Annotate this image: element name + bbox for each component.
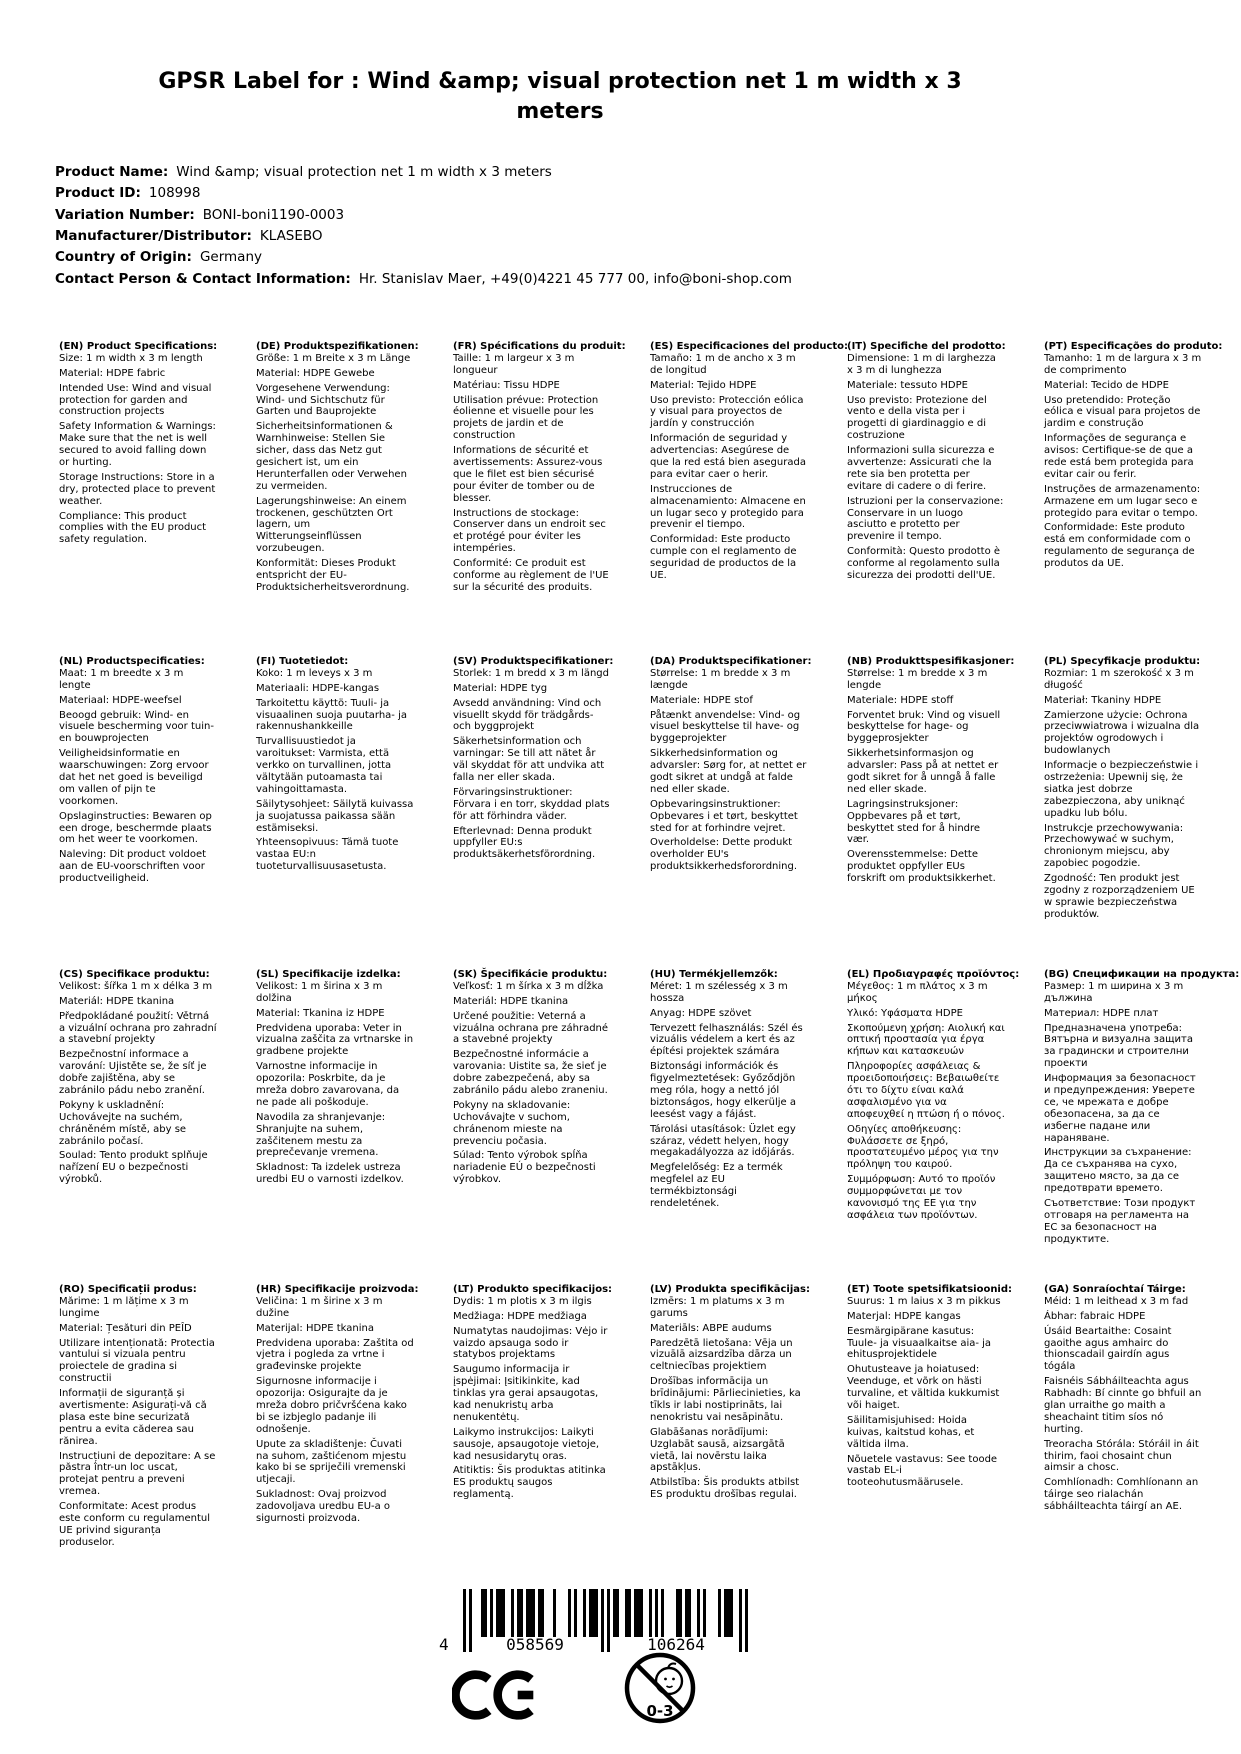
spec-item: Σκοπούμενη χρήση: Αιολική και οπτική προστασία για έργα κήπων και κατασκευών <box>847 1022 1005 1058</box>
spec-column-header: (PL) Specyfikacje produktu: <box>1044 656 1201 667</box>
spec-item: Utilizare intenționată: Protectia vantului si vizuala pentru proiectele de gradina si constructii <box>59 1337 215 1385</box>
spec-item: Forventet bruk: Vind og visuell beskyttelse for hage- og byggeprosjekter <box>847 709 1001 745</box>
spec-item: Storlek: 1 m bredd x 3 m längd <box>453 667 609 679</box>
spec-item: Materiāls: ABPE audums <box>650 1322 772 1334</box>
product-info-label: Product ID: <box>55 185 141 202</box>
spec-item: Conformidade: Este produto está em conformidade com o regulamento de segurança de produtos da UE. <box>1044 522 1195 570</box>
spec-item: Инструкции за съхранение: Да се съхранява на сухо, защитено място, за да се предотврати времето. <box>1044 1147 1192 1195</box>
spec-item: Πληροφορίες ασφάλειας & προειδοποιήσεις: Βεβαιωθείτε ότι το δίχτυ είναι καλά ασφαλισμένο για να αποφευχθεί η πτώση ή ο πόνος. <box>847 1061 1005 1120</box>
spec-column-el <box>847 969 1020 1284</box>
spec-column-header: (CS) Specifikace produktu: <box>59 969 210 980</box>
spec-item: Размер: 1 m ширина x 3 m дължина <box>1044 980 1184 1004</box>
spec-item: Efterlevnad: Denna produkt uppfyller EU:s produktsäkerhetsförordning. <box>453 825 596 861</box>
spec-column-header: (GA) Sonraíochtaí Táirge: <box>1044 1284 1186 1295</box>
spec-item: Yhteensopivuus: Tämä tuote vastaa EU:n tuoteturvallisuusasetusta. <box>256 837 399 873</box>
spec-item: Nõuetele vastavus: See toode vastab EL-i tooteohutusmäärusele. <box>847 1453 998 1489</box>
spec-item: Zgodność: Ten produkt jest zgodny z rozporządzeniem UE w sprawie bezpieczeństwa produktów. <box>1044 873 1195 920</box>
spec-item: Upute za skladištenje: Čuvati na suhom, zaštićenom mjestu kako bi se spriječili vremenski utjecaji. <box>256 1438 407 1486</box>
spec-item: Maat: 1 m breedte x 3 m lengte <box>59 667 184 691</box>
spec-item: Materiale: HDPE stoff <box>847 694 954 706</box>
spec-item: Lagringsinstruksjoner: Oppbevares på et tørt, beskyttet sted for å hindre vær. <box>847 798 981 846</box>
product-info-value: Hr. Stanislav Maer, +49(0)4221 45 777 00, info@boni-shop.com <box>358 270 792 287</box>
spec-item: Storage Instructions: Store in a dry, protected place to prevent weather. <box>59 471 216 507</box>
spec-column-header: (EN) Product Specifications: <box>59 341 218 352</box>
spec-item: Veiligheidsinformatie en waarschuwingen: Zorg ervoor dat het net goed is beveiligd om vallen of pijn te voorkomen. <box>59 748 209 807</box>
spec-column-pt <box>1044 341 1223 656</box>
product-info-row <box>55 205 792 226</box>
spec-item: Izmērs: 1 m platums x 3 m garums <box>650 1295 785 1319</box>
spec-item: Rozmiar: 1 m szerokość x 3 m długość <box>1044 667 1194 691</box>
spec-item: Istruzioni per la conservazione: Conservare in un luogo asciutto e protetto per prevenire il tempo. <box>847 495 1004 543</box>
spec-item: Lagerungshinweise: An einem trockenen, geschützten Ort lagern, um Witterungseinflüssen vorzubeugen. <box>256 495 407 555</box>
spec-item: Materiál: HDPE tkanina <box>59 995 175 1007</box>
spec-column-hr <box>256 1284 419 1552</box>
spec-item: Materiale: HDPE stof <box>650 694 753 706</box>
spec-item: Varnostne informacije in opozorila: Poskrbite, da je mreža dobro zavarovana, da ne pade ali poškoduje. <box>256 1061 400 1108</box>
spec-item: Méret: 1 m szélesség x 3 m hossza <box>650 980 788 1004</box>
spec-column-header: (ET) Toote spetsifikatsioonid: <box>847 1284 1013 1295</box>
spec-column-et <box>847 1284 1013 1552</box>
spec-item: Utilisation prévue: Protection éolienne et visuelle pour les projets de jardin et de construction <box>453 394 599 442</box>
spec-item: Material: Tkanina iz HDPE <box>256 1007 385 1019</box>
spec-item: Úsáid Beartaithe: Cosaint gaoithe agus amhairc do thionscadail gairdín agus tógála <box>1044 1325 1172 1373</box>
spec-column-nl <box>59 656 217 969</box>
spec-item: Dimensione: 1 m di larghezza x 3 m di lunghezza <box>847 352 996 376</box>
spec-column-it <box>847 341 1005 656</box>
spec-item: Materiale: tessuto HDPE <box>847 379 968 391</box>
product-info-row <box>55 269 792 290</box>
spec-item: Mărime: 1 m lățime x 3 m lungime <box>59 1295 189 1319</box>
product-info-value: KLASEBO <box>259 227 323 244</box>
spec-item: Størrelse: 1 m bredde x 3 m lengde <box>847 667 988 691</box>
spec-item: Instruções de armazenamento: Armazene em um lugar seco e protegido para evitar o tempo. <box>1044 483 1201 519</box>
spec-item: Material: Țesături din PEÎD <box>59 1322 192 1334</box>
spec-item: Avsedd användning: Vind och visuellt skydd för trädgårds- och byggprojekt <box>453 697 602 733</box>
spec-item: Medžiaga: HDPE medžiaga <box>453 1310 587 1322</box>
spec-column-ro <box>59 1284 217 1552</box>
spec-item: Intended Use: Wind and visual protection for garden and construction projects <box>59 382 212 418</box>
spec-item: Tervezett felhasználás: Szél és vizuális védelem a kert és az építési projektek számára <box>650 1022 803 1058</box>
product-info <box>55 162 792 290</box>
spec-column-header: (DE) Produktspezifikationen: <box>256 341 419 352</box>
spec-item: Megfelelőség: Ez a termék megfelel az EU termékbiztonsági rendeletének. <box>650 1162 783 1210</box>
spec-item: Påtænkt anvendelse: Vind- og visuel beskyttelse til have- og byggeprojekter <box>650 709 801 745</box>
spec-item: Tamanho: 1 m de largura x 3 m de comprimento <box>1044 352 1202 376</box>
spec-item: Tarkoitettu käyttö: Tuuli- ja visuaalinen suoja puutarha- ja rakennushankkeille <box>256 697 407 733</box>
spec-column-header: (FI) Tuotetiedot: <box>256 656 349 667</box>
spec-item: Beoogd gebruik: Wind- en visuele bescherming voor tuin- en bouwprojecten <box>59 709 214 745</box>
baby-eye-left <box>664 1678 667 1681</box>
spec-item: Material: Tecido de HDPE <box>1044 379 1169 391</box>
spec-item: Sikkerhedsinformation og advarsler: Sørg for, at nettet er godt sikret at undgå at falde ned eller skade. <box>650 748 807 795</box>
spec-column-da <box>650 656 812 969</box>
spec-column-nb <box>847 656 1015 969</box>
barcode <box>439 1589 748 1669</box>
spec-item: Uso previsto: Protezione del vento e della vista per i progetti di giardinaggio e di costruzione <box>847 394 987 442</box>
spec-item: Overholdelse: Dette produkt overholder EU's produktsikkerhedsforordning. <box>650 837 798 873</box>
spec-column-bg <box>1044 969 1240 1284</box>
spec-item: Tamaño: 1 m de ancho x 3 m de longitud <box>650 352 796 376</box>
spec-item: Eesmärgipärane kasutus: Tuule- ja visuaalkaitse aia- ja ehitusprojektidele <box>847 1325 992 1361</box>
spec-item: Predvidena uporaba: Zaštita od vjetra i pogleda za vrtne i građevinske projekte <box>256 1337 414 1373</box>
spec-item: Bezpečnostní informace a varování: Ujistěte se, že síť je dobře zajištěna, aby se zabránilo pádu nebo zranění. <box>59 1049 207 1097</box>
spec-item: Taille: 1 m largeur x 3 m longueur <box>453 352 575 376</box>
spec-item: Säilytysohjeet: Säilytä kuivassa ja suojatussa paikassa sään estämiseksi. <box>256 798 414 834</box>
product-info-label: Contact Person & Contact Information: <box>55 270 351 287</box>
product-info-row <box>55 226 792 247</box>
spec-column-de <box>256 341 419 656</box>
spec-item: Predvidena uporaba: Veter in vizualna zaščita za vrtnarske in gradbene projekte <box>256 1022 414 1058</box>
barcode-prefix-digit: 4 <box>439 1635 449 1654</box>
spec-item: Bezpečnostné informácie a varovania: Uistite sa, že sieť je dobre zabezpečená, aby sa zabránilo pádu alebo zraneniu. <box>453 1049 608 1097</box>
spec-column-header: (BG) Спецификации на продукта: <box>1044 969 1240 980</box>
spec-column-header: (DA) Produktspecifikationer: <box>650 656 812 667</box>
spec-column-header: (LT) Produkto specifikacijos: <box>453 1284 613 1295</box>
spec-item: Biztonsági információk és figyelmeztetések: Győződjön meg róla, hogy a nettó jól biztonságos, hogy elkerülje a leesést vagy a fájást. <box>650 1061 797 1120</box>
spec-item: Sicherheitsinformationen & Warnhinweise: Stellen Sie sicher, dass das Netz gut gesichert ist, um ein Herunterfallen oder Verwehen zu vermeiden. <box>256 421 407 492</box>
spec-item: Material: HDPE fabric <box>59 367 166 379</box>
spec-item: Glabāšanas norādījumi: Uzglabāt sausā, aizsargātā vietā, lai novērstu laika apstākļus. <box>650 1426 785 1474</box>
spec-item: Materiaal: HDPE-weefsel <box>59 694 182 706</box>
spec-item: Určené použitie: Veterná a vizuálna ochrana pre záhradné a stavebné projekty <box>453 1010 609 1046</box>
spec-column-fi <box>256 656 414 969</box>
spec-item: Instrucciones de almacenamiento: Almacene en un lugar seco y protegido para prevenir el tiempo. <box>650 483 806 531</box>
spec-item: Instrucțiuni de depozitare: A se păstra într-un loc uscat, protejat pentru a preveni vremea. <box>59 1450 216 1498</box>
spec-column-lv <box>650 1284 808 1552</box>
spec-column-header: (PT) Especificações do produto: <box>1044 341 1223 352</box>
spec-item: Informacje o bezpieczeństwie i ostrzeżenia: Upewnij się, że siatka jest dobrze zabezpieczona, aby uniknąć upadku lub bólu. <box>1044 760 1199 819</box>
baby-mouth <box>667 1686 673 1687</box>
spec-column-es <box>650 341 849 656</box>
spec-item: Opslaginstructies: Bewaren op een droge, beschermde plaats om het weer te voorkomen. <box>59 810 212 846</box>
spec-item: Materiał: Tkaniny HDPE <box>1044 694 1162 706</box>
spec-item: Velikost: šířka 1 m x délka 3 m <box>59 980 213 992</box>
spec-item: Uso pretendido: Proteção eólica e visual para projetos de jardim e construção <box>1044 394 1201 430</box>
spec-item: Vorgesehene Verwendung: Wind- und Sichtschutz für Garten und Bauprojekte <box>256 382 390 418</box>
spec-item: Sikkerhetsinformasjon og advarsler: Pass på at nettet er godt sikret for å unngå å falle ned eller skade. <box>847 748 999 795</box>
spec-item: Материал: HDPE плат <box>1044 1007 1159 1019</box>
spec-item: Größe: 1 m Breite x 3 m Länge <box>256 352 411 364</box>
spec-item: Informações de segurança e avisos: Certifique-se de que a rede está bem protegida para evitar cair ou ferir. <box>1044 433 1194 480</box>
spec-column-lt <box>453 1284 611 1552</box>
product-info-value: Wind &amp; visual protection net 1 m width x 3 meters <box>176 164 552 180</box>
age-warning-0-3-icon <box>622 1650 698 1730</box>
spec-item: Méid: 1 m leithead x 3 m fad <box>1044 1295 1189 1307</box>
spec-item: Pokyny k uskladnění: Uchovávejte na suchém, chráněném místě, aby se zabránilo počasí. <box>59 1099 187 1147</box>
spec-item: Súlad: Tento výrobok spĺňa nariadenie EÚ o bezpečnosti výrobkov. <box>453 1150 596 1186</box>
spec-column-sv <box>453 656 614 969</box>
spec-column-header: (ES) Especificaciones del producto: <box>650 341 849 352</box>
baby-eye-right <box>672 1678 675 1681</box>
spec-item: Säkerhetsinformation och varningar: Se till att nätet år väl skyddat för att undvika att falla ner eller skada. <box>453 736 605 784</box>
spec-column-header: (IT) Specifiche del prodotto: <box>847 341 1006 352</box>
spec-item: Faisnéis Sábháilteachta agus Rabhadh: Bí cinnte go bhfuil an glan urraithe go maith a sheachaint titim síos nó hurting. <box>1044 1376 1202 1435</box>
spec-item: Laikymo instrukcijos: Laikyti sausoje, apsaugotoje vietoje, kad nesusidarytų oras. <box>453 1426 600 1462</box>
spec-item: Matériau: Tissu HDPE <box>453 379 560 391</box>
spec-column-sl <box>256 969 414 1284</box>
spec-item: Safety Information & Warnings: Make sure that the net is well secured to avoid falling down or hurting. <box>59 421 216 469</box>
spec-item: Υλικό: Υφάσματα HDPE <box>847 1007 963 1019</box>
product-info-value: BONI-boni1190-0003 <box>202 206 345 223</box>
spec-item: Informations de sécurité et avertissements: Assurez-vous que le filet est bien sécurisé pour éviter de tomber ou de blesser. <box>453 445 603 504</box>
ce-mark-icon <box>452 1664 538 1730</box>
spec-item: Atbilstība: Šis produkts atbilst ES produktu drošības regulai. <box>650 1477 800 1501</box>
spec-item: Conformité: Ce produit est conforme au règlement de l'UE sur la sécurité des produits. <box>453 558 609 593</box>
spec-column-ga <box>1044 1284 1202 1552</box>
spec-item: Størrelse: 1 m bredde x 3 m længde <box>650 667 791 691</box>
spec-column-header: (LV) Produkta specifikācijas: <box>650 1284 810 1295</box>
spec-column-header: (HR) Specifikacije proizvoda: <box>256 1284 419 1295</box>
spec-item: Sukladnost: Ovaj proizvod zadovoljava uredbu EU-a o sigurnosti proizvoda. <box>256 1489 391 1525</box>
spec-item: Soulad: Tento produkt splňuje nařízení EU o bezpečnosti výrobků. <box>59 1150 208 1186</box>
spec-item: Materijal: HDPE tkanina <box>256 1322 374 1334</box>
age-warning-label: 0-3 <box>646 1702 674 1720</box>
spec-item: Material: Tejido HDPE <box>650 379 757 391</box>
spec-item: Předpokládané použití: Větrná a vizuální ochrana pro zahradní a stavební projekty <box>59 1010 217 1046</box>
spec-item: Materiál: HDPE tkanina <box>453 995 569 1007</box>
spec-column-header: (FR) Spécifications du produit: <box>453 341 626 352</box>
product-info-label: Product Name: <box>55 164 169 180</box>
spec-item: Navodila za shranjevanje: Shranjujte na suhem, zaščitenem mestu za preprečevanje vremena. <box>256 1111 386 1159</box>
spec-item: Material: HDPE tyg <box>453 682 548 694</box>
spec-item: Velikost: 1 m širina x 3 m dolžina <box>256 980 383 1004</box>
spec-item: Информация за безопасност и предупреждения: Уверете се, че мрежата е добре обезопасена, за да се избегне падане или нараняване. <box>1044 1073 1196 1144</box>
spec-item: Skladnost: Ta izdelek ustreza uredbi EU o varnosti izdelkov. <box>256 1162 404 1186</box>
spec-item: Materjal: HDPE kangas <box>847 1310 961 1322</box>
spec-item: Información de seguridad y advertencias: Asegúrese de que la red está bien asegurada para evitar caer o herir. <box>650 433 806 480</box>
spec-item: Paredzētā lietošana: Vēja un vizuālā aizsardzība dārza un celtniecības projektiem <box>650 1337 793 1373</box>
spec-item: Zamierzone użycie: Ochrona przeciwwiatrowa i wizualna dla projektów ogrodowych i budowlanych <box>1044 709 1200 757</box>
spec-item: Comhlíonadh: Comhlíonann an táirge seo rialachán sábháilteachta táirgí an AE. <box>1044 1477 1199 1513</box>
spec-column-fr <box>453 341 626 656</box>
spec-item: Conformidad: Este producto cumple con el reglamento de seguridad de productos de la UE. <box>650 534 797 582</box>
spec-item: Συμμόρφωση: Αυτό το προϊόν συμμορφώνεται με τον κανονισμό της ΕΕ για την ασφάλεια των προϊόντων. <box>847 1174 996 1221</box>
spec-item: Conformità: Questo prodotto è conforme al regolamento sulla sicurezza dei prodotti dell'UE. <box>847 546 1001 582</box>
spec-item: Informații de siguranță și avertismente: Asigurați-vă că plasa este bine securizată pentru a evita căderea sau rănirea. <box>59 1388 207 1447</box>
spec-item: Naleving: Dit product voldoet aan de EU-voorschriften voor productveiligheid. <box>59 849 207 885</box>
spec-item: Förvaringsinstruktioner: Förvara i en torr, skyddad plats för att förhindra väder. <box>453 786 610 822</box>
spec-item: Material: HDPE Gewebe <box>256 367 375 379</box>
spec-column-pl <box>1044 656 1202 969</box>
product-info-row <box>55 183 792 204</box>
spec-item: Conformitate: Acest produs este conform cu regulamentul UE privind siguranța produselor. <box>59 1501 210 1548</box>
spec-item: Overensstemmelse: Dette produktet oppfyller EUs forskrift om produktsikkerhet. <box>847 849 996 885</box>
spec-column-header: (SL) Specifikacije izdelka: <box>256 969 401 980</box>
spec-item: Suurus: 1 m laius x 3 m pikkus <box>847 1295 1001 1307</box>
product-info-row <box>55 247 792 268</box>
spec-item: Konformität: Dieses Produkt entspricht der EU-Produktsicherheitsverordnung. <box>256 558 410 593</box>
spec-column-hu <box>650 969 808 1284</box>
spec-item: Size: 1 m width x 3 m length <box>59 352 203 364</box>
spec-item: Compliance: This product complies with the EU product safety regulation. <box>59 510 207 546</box>
spec-column-header: (EL) Προδιαγραφές προϊόντος: <box>847 969 1020 980</box>
spec-item: Koko: 1 m leveys x 3 m <box>256 667 373 679</box>
spec-item: Ábhar: fabraic HDPE <box>1044 1310 1146 1322</box>
spec-item: Treoracha Stórála: Stóráil in áit thirim, faoi chosaint chun aimsir a chosc. <box>1044 1438 1199 1474</box>
spec-item: Предназначена употреба: Вятърна и визуална защита за градински и строителни проекти <box>1044 1022 1193 1070</box>
spec-column-sk <box>453 969 611 1284</box>
spec-item: Atitiktis: Šis produktas atitinka ES produktų saugos reglamentą. <box>453 1465 606 1501</box>
spec-item: Materiaali: HDPE-kangas <box>256 682 380 694</box>
spec-column-header: (RO) Specificații produs: <box>59 1284 197 1295</box>
spec-item: Opbevaringsinstruktioner: Opbevares i et tørt, beskyttet sted for at forhindre vejret. <box>650 798 798 834</box>
spec-item: Ohutusteave ja hoiatused: Veenduge, et võrk on hästi turvaline, et vältida kukkumist või haiget. <box>847 1364 1000 1412</box>
barcode-module <box>745 1589 748 1652</box>
spec-item: Veľkosť: 1 m šírka x 3 m dĺžka <box>453 980 604 992</box>
spec-item: Turvallisuustiedot ja varoitukset: Varmista, että verkko on turvallinen, jotta vältytään putoamasta tai vahingoittamasta. <box>256 736 392 795</box>
product-info-label: Manufacturer/Distributor: <box>55 227 252 244</box>
barcode-left-digits: 058569 <box>506 1635 564 1654</box>
spec-column-header: (HU) Termékjellemzők: <box>650 969 778 980</box>
product-info-value: 108998 <box>148 185 201 202</box>
spec-item: Tárolási utasítások: Üzlet egy száraz, védett helyen, hogy megakadályozza az időjárás. <box>650 1123 796 1159</box>
spec-grid <box>59 341 1240 1552</box>
spec-item: Saugumo informacija ir įspėjimai: Įsitikinkite, kad tinklas yra gerai apsaugotas, kad nenukristų arba nenukentėtų. <box>453 1364 599 1423</box>
page-title: GPSR Label for : Wind &amp; visual protection net 1 m width x 3 meters <box>158 68 962 125</box>
spec-item: Veličina: 1 m širine x 3 m dužine <box>256 1295 383 1319</box>
spec-item: Sigurnosne informacije i opozorija: Osigurajte da je mreža dobro pričvršćena kako bi se izbjeglo padanje ili odnošenje. <box>256 1376 407 1435</box>
spec-item: Dydis: 1 m plotis x 3 m ilgis <box>453 1295 592 1307</box>
ce-letter-c <box>455 1675 488 1716</box>
spec-column-en <box>59 341 217 656</box>
spec-column-header: (SV) Produktspecifikationer: <box>453 656 614 667</box>
spec-item: Uso previsto: Protección eólica y visual para proyectos de jardín y construcción <box>650 394 804 430</box>
spec-item: Drošības informācija un brīdinājumi: Pārliecinieties, ka tīkls ir labi nostiprināts, lai nenokristu vai nesāpinātu. <box>650 1376 801 1423</box>
spec-item: Μέγεθος: 1 m πλάτος x 3 m μήκος <box>847 980 988 1004</box>
spec-column-cs <box>59 969 217 1284</box>
product-info-row <box>55 162 792 183</box>
spec-column-header: (NB) Produkttspesifikasjoner: <box>847 656 1015 667</box>
spec-column-header: (SK) Špecifikácie produktu: <box>453 969 608 980</box>
spec-item: Instructions de stockage: Conserver dans un endroit sec et protégé pour éviter les intempéries. <box>453 507 606 555</box>
spec-item: Säilitamisjuhised: Hoida kuivas, kaitstud kohas, et vältida ilma. <box>847 1414 975 1450</box>
spec-item: Anyag: HDPE szövet <box>650 1007 752 1019</box>
product-info-value: Germany <box>199 249 262 266</box>
spec-item: Numatytas naudojimas: Vėjo ir vaizdo apsauga sodo ir statybos projektams <box>453 1325 608 1361</box>
spec-item: Съответствие: Този продукт отговаря на регламента на ЕС за безопасност на продуктите. <box>1044 1198 1196 1245</box>
spec-item: Οδηγίες αποθήκευσης: Φυλάσσετε σε ξηρό, προστατευμένο μέρος για την πρόληψη του καιρού. <box>847 1123 999 1171</box>
barcode-right-digits: 106264 <box>647 1635 705 1654</box>
spec-item: Instrukcje przechowywania: Przechowywać w suchym, chronionym miejscu, aby zapobiec pogodzie. <box>1044 822 1184 870</box>
spec-column-header: (NL) Productspecificaties: <box>59 656 205 667</box>
spec-item: Pokyny na skladovanie: Uchovávajte v suchom, chránenom mieste na prevenciu počasia. <box>453 1099 571 1147</box>
product-info-label: Variation Number: <box>55 206 195 223</box>
spec-item: Informazioni sulla sicurezza e avvertenze: Assicurati che la rete sia ben protetta per evitare di cadere o di ferire. <box>847 445 995 492</box>
product-info-label: Country of Origin: <box>55 249 192 266</box>
